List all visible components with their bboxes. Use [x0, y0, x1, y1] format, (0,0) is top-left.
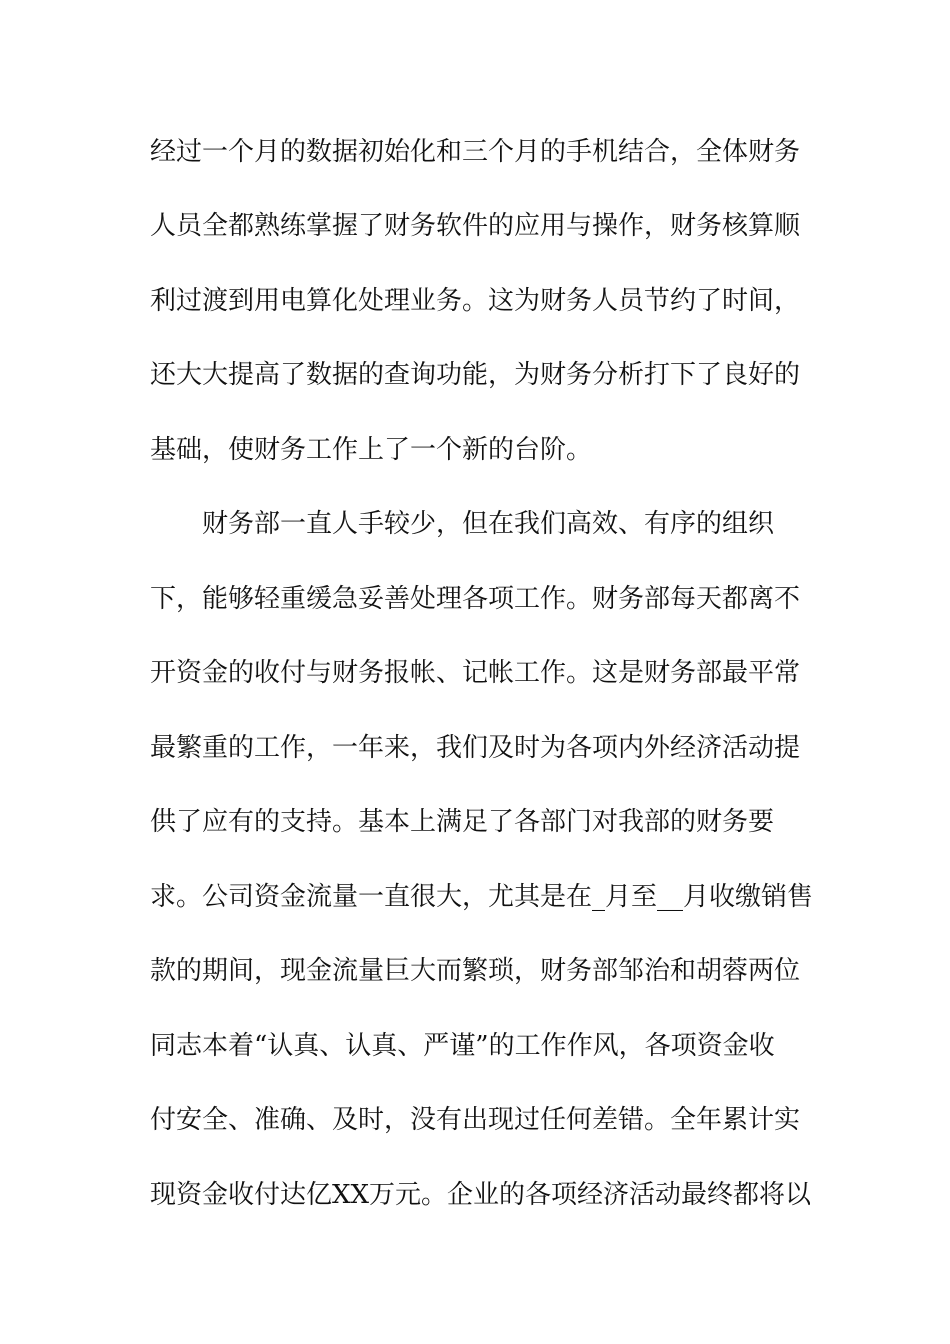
text-line: 下，能够轻重缓急妥善处理各项工作。财务部每天都离不	[150, 584, 801, 614]
text-line: 付安全、准确、及时，没有出现过任何差错。全年累计实	[150, 1105, 801, 1135]
paragraph-first-line: 财务部一直人手较少，但在我们高效、有序的组织	[202, 509, 775, 539]
text-line: 供了应有的支持。基本上满足了各部门对我部的财务要	[150, 807, 775, 837]
text-line: 人员全都熟练掌握了财务软件的应用与操作，财务核算顺	[150, 211, 801, 241]
text-line: 开资金的收付与财务报帐、记帐工作。这是财务部最平常	[150, 658, 801, 688]
text-line: 还大大提高了数据的查询功能，为财务分析打下了良好的	[150, 360, 801, 390]
text-line: 同志本着“认真、认真、严谨”的工作作风，各项资金收	[150, 1031, 775, 1061]
text-line: 基础，使财务工作上了一个新的台阶。	[150, 435, 593, 465]
text-line: 款的期间，现金流量巨大而繁琐，财务部邹治和胡蓉两位	[150, 956, 801, 986]
text-line: 求。公司资金流量一直很大，尤其是在_月至__月收缴销售	[150, 882, 814, 912]
text-line: 现资金收付达亿XX万元。企业的各项经济活动最终都将以	[150, 1180, 812, 1210]
text-line: 经过一个月的数据初始化和三个月的手机结合，全体财务	[150, 137, 801, 167]
text-line: 利过渡到用电算化处理业务。这为财务人员节约了时间，	[150, 286, 801, 316]
text-line: 最繁重的工作，一年来，我们及时为各项内外经济活动提	[150, 733, 801, 763]
